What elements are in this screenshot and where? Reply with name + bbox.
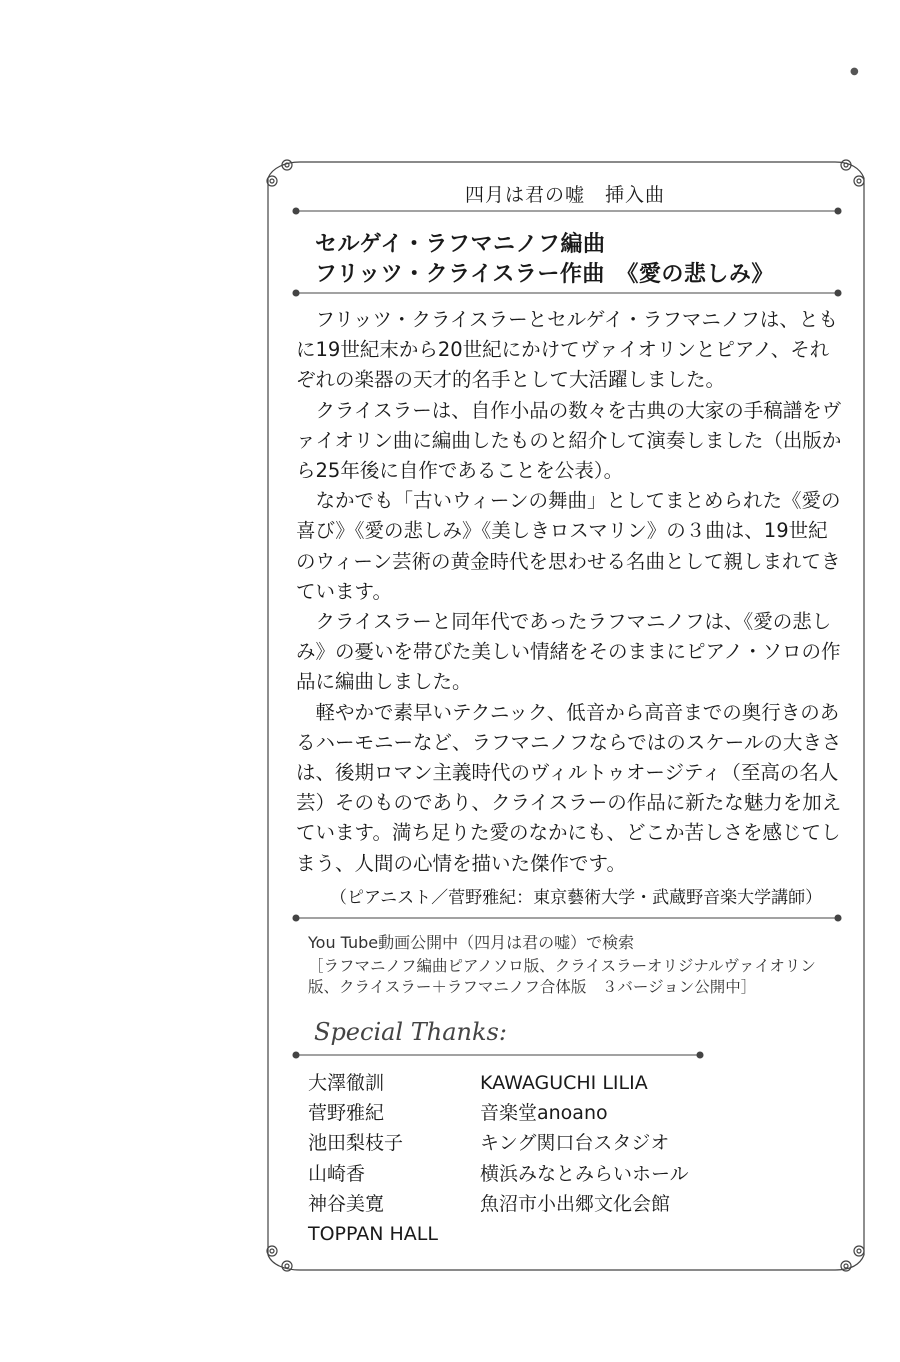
thanks-item: 音楽堂anoano [480, 1102, 608, 1125]
piece-composer-line: フリッツ・クライスラー作曲 《愛の悲しみ》 [315, 262, 774, 287]
body-text [296, 305, 844, 879]
thanks-item: 山崎香 [308, 1162, 366, 1185]
youtube-line: You Tube動画公開中（四月は君の嘘）で検索 [308, 933, 635, 952]
paragraph: クライスラーと同年代であったラフマニノフは、《愛の悲しみ》の憂いを帯びた美しい情緒をそのままにピアノ・ソロの作品に編曲しました。 [296, 610, 841, 694]
author-credit: （ピアニスト／菅野雅紀：東京藝術大学・武蔵野音楽大学講師） [330, 888, 823, 908]
special-thanks-heading: Special Thanks: [314, 1018, 507, 1046]
paragraph: フリッツ・クライスラーとセルゲイ・ラフマニノフは、ともに19世紀末から20世紀にかけてヴァイオリンとピアノ、それぞれの楽器の天才的名手として大活躍しました。 [296, 308, 838, 392]
youtube-notice [308, 932, 838, 998]
paragraph: なかでも「古いウィーンの舞曲」としてまとめられた《愛の喜び》《愛の悲しみ》《美しきロスマリン》の３曲は、19世紀のウィーン芸術の黄金時代を思わせる名曲として親しまれてきています。 [296, 489, 841, 603]
paragraph: 軽やかで素早いテクニック、低音から高音までの奥行きのあるハーモニーなど、ラフマニノフならではのスケールの大きさは、後期ロマン主義時代のヴィルトゥオージティ（至高の名人芸）そのものであり、クライスラーの作品に新たな魅力を加えています。満ち足りた愛のなかにも、どこか苦しさを感じてしまう、人間の心情を描いた傑作です。 [296, 700, 842, 875]
thanks-item: 神谷美寛 [308, 1192, 385, 1215]
paragraph: クライスラーは、自作小品の数々を古典の大家の手稿譜をヴァイオリン曲に編曲したものと紹介して演奏しました（出版から25年後に自作であることを公表）。 [296, 398, 842, 483]
thanks-item: 横浜みなとみらいホール [480, 1162, 689, 1185]
piece-arranger-line: セルゲイ・ラフマニノフ編曲 [315, 232, 606, 257]
thanks-list-right [480, 1068, 689, 1219]
thanks-item: キング関口台スタジオ [480, 1132, 670, 1155]
thanks-list-left [308, 1068, 438, 1249]
thanks-item: TOPPAN HALL [308, 1223, 438, 1246]
thanks-item: 菅野雅紀 [308, 1102, 385, 1125]
thanks-item: 魚沼市小出郷文化会館 [480, 1192, 671, 1215]
thanks-item: 大澤徹訓 [308, 1072, 385, 1094]
thanks-item: 池田梨枝子 [308, 1132, 404, 1155]
youtube-versions-note: ［ラフマニノフ編曲ピアノソロ版、クライスラーオリジナルヴァイオリン版、クライスラー＋ラフマニノフ合体版 ３バージョン公開中］ [308, 957, 816, 996]
thanks-item: KAWAGUCHI LILIA [480, 1072, 648, 1094]
header-title: 四月は君の嘘 挿入曲 [464, 184, 665, 206]
corner-mark: ● [850, 66, 859, 77]
